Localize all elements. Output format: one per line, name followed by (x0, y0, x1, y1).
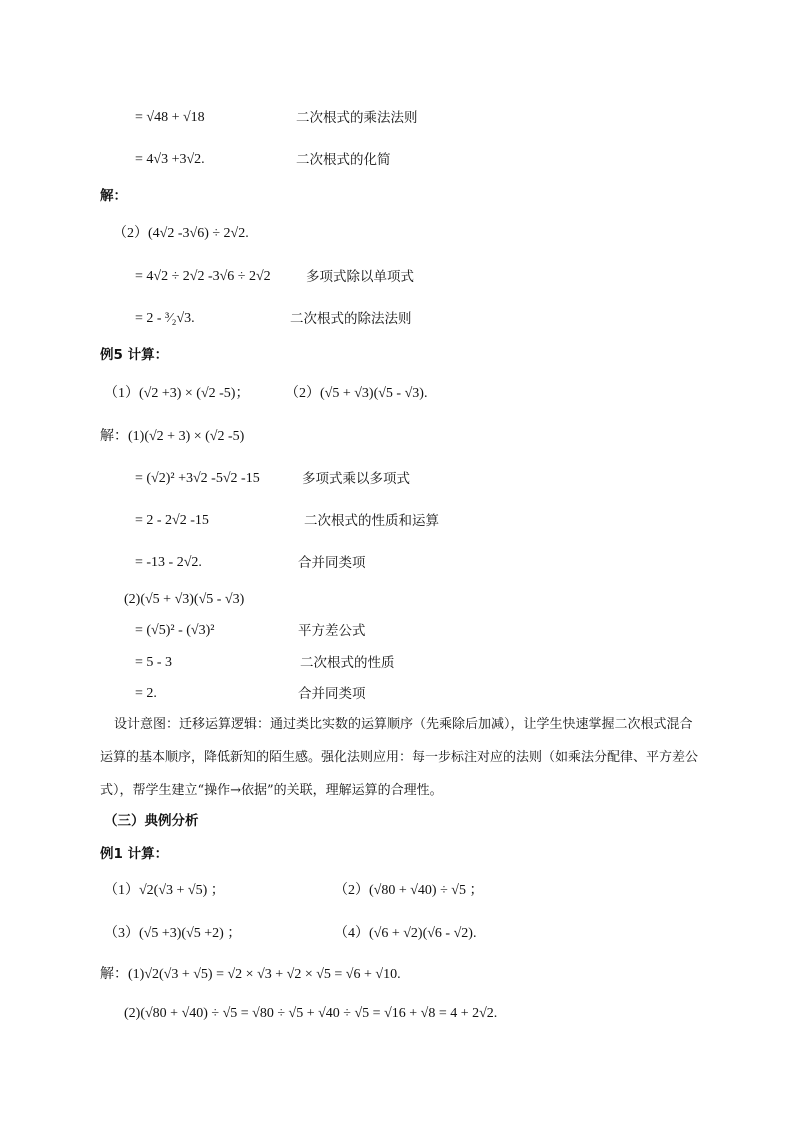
expr-line-13: (2)(√5 + √3)(√5 - √3) (124, 592, 245, 607)
expr-line-2: = 4√3 +3√2. (135, 152, 205, 167)
problem-1-3: （3）(√5 +3)(√5 +2) ； (104, 926, 242, 941)
expr-line-1: = √48 + √18 (135, 110, 205, 125)
rule-label-15: 二次根式的性质 (300, 655, 395, 671)
rule-label-16: 合并同类项 (298, 686, 366, 702)
expr-line-14: = (√5)² - (√3)² (135, 623, 215, 638)
expr-line-9: 解：(1)(√2 + 3) × (√2 -5) (100, 429, 245, 444)
problem-5-1: （1）(√2 +3) × (√2 -5)； (104, 386, 250, 401)
example1-label: 例1 计算： (100, 846, 169, 862)
problem-5-2: （2）(√5 + √3)(√5 - √3). (285, 386, 428, 401)
expr-line-16: = 2. (135, 686, 157, 701)
solution-1-2: (2)(√80 + √40) ÷ √5 = √80 ÷ √5 + √40 ÷ √5 = √16 + √8 = 4 + 2√2. (124, 1006, 498, 1021)
problem-1-4: （4）(√6 + √2)(√6 - √2). (334, 926, 477, 941)
expr-line-15: = 5 - 3 (135, 655, 173, 670)
section-title: （三）典例分析 (104, 813, 199, 829)
design-intent-paragraph: 设计意图：迁移运算逻辑：通过类比实数的运算顺序（先乘除后加减），让学生快速掌握二次根式混合运算的基本顺序，降低新知的陌生感。强化法则应用：每一步标注对应的法则（如乘法分配律、平方差公式），帮学生建立“操作→依据”的关联，理解运算的合理性。 (100, 717, 699, 798)
solution-label: 解： (100, 188, 127, 204)
rule-label-6: 二次根式的除法法则 (290, 311, 412, 327)
rule-label-12: 合并同类项 (298, 555, 366, 571)
rule-label-14: 平方差公式 (298, 623, 366, 639)
expr-line-6: = 2 - ³⁄₂√3. (135, 311, 195, 326)
problem-1-1: （1）√2(√3 + √5) ； (104, 883, 225, 898)
expr-line-10: = (√2)² +3√2 -5√2 -15 (135, 471, 260, 486)
rule-label-2: 二次根式的化简 (296, 152, 391, 168)
rule-label-1: 二次根式的乘法法则 (296, 110, 418, 126)
rule-label-10: 多项式乘以多项式 (302, 471, 410, 487)
expr-line-12: = -13 - 2√2. (135, 555, 202, 570)
expr-line-11: = 2 - 2√2 -15 (135, 513, 209, 528)
rule-label-5: 多项式除以单项式 (306, 269, 414, 285)
rule-label-11: 二次根式的性质和运算 (304, 513, 439, 529)
problem-1-2: （2）(√80 + √40) ÷ √5 ； (334, 883, 484, 898)
example5-label: 例5 计算： (100, 347, 169, 363)
expr-line-4: （2）(4√2 -3√6) ÷ 2√2. (113, 226, 249, 241)
solution-1-1: 解：(1)√2(√3 + √5) = √2 × √3 + √2 × √5 = √6 + √10. (100, 967, 401, 982)
expr-line-5: = 4√2 ÷ 2√2 -3√6 ÷ 2√2 (135, 269, 271, 284)
